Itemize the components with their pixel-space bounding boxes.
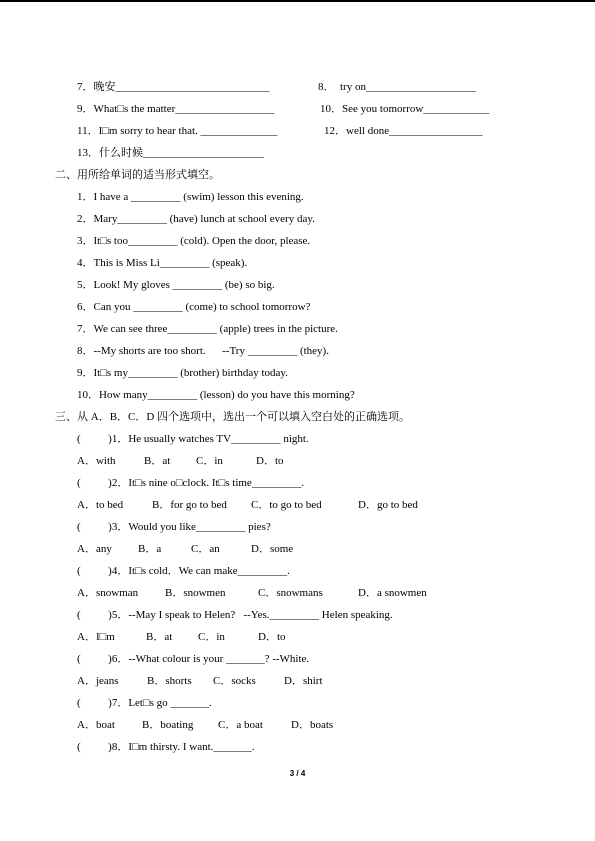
option: A．boat bbox=[77, 719, 115, 731]
question-stem: ( )2．It□s nine o□clock. It□s time_________. bbox=[77, 477, 305, 489]
vocab-item-8: 8． try on____________________ bbox=[318, 81, 476, 93]
section2-item: 9．It□s my_________ (brother) birthday today. bbox=[77, 367, 288, 379]
option: C．in bbox=[196, 455, 223, 467]
option: B．shorts bbox=[147, 675, 192, 687]
option: D．some bbox=[251, 543, 294, 555]
option: D．shirt bbox=[284, 675, 323, 687]
section3-heading: 三、从 A．B．C．D 四个选项中，选出一个可以填入空白处的正确选项。 bbox=[55, 411, 411, 423]
option: B．a bbox=[138, 543, 162, 555]
vocab-item-11: 11．I□m sorry to hear that. ______________ bbox=[77, 125, 278, 137]
section2-item: 2．Mary_________ (have) lunch at school every day. bbox=[77, 213, 315, 225]
section2-heading: 二、用所给单词的适当形式填空。 bbox=[55, 169, 220, 181]
option: C．an bbox=[191, 543, 220, 555]
question-stem: ( )8．I□m thirsty. I want._______. bbox=[77, 741, 255, 753]
option: C．in bbox=[198, 631, 225, 643]
option: D．to bbox=[258, 631, 286, 643]
question-stem: ( )5．--May I speak to Helen? --Yes._________ Helen speaking. bbox=[77, 609, 393, 621]
vocab-item-9: 9．What□s the matter__________________ bbox=[77, 103, 275, 115]
option: A．I□m bbox=[77, 631, 115, 643]
vocab-item-7: 7．晚安____________________________ bbox=[77, 81, 270, 93]
option: C．to go to bed bbox=[251, 499, 322, 511]
option: D．go to bed bbox=[358, 499, 418, 511]
option: A．any bbox=[77, 543, 112, 555]
section2-item: 8．--My shorts are too short. --Try _________ (they). bbox=[77, 345, 329, 357]
section2-item: 4．This is Miss Li_________ (speak). bbox=[77, 257, 248, 269]
vocab-item-10: 10．See you tomorrow____________ bbox=[320, 103, 490, 115]
option: B．boating bbox=[142, 719, 194, 731]
question-stem: ( )6．--What colour is your _______? --White. bbox=[77, 653, 310, 665]
section2-item: 5．Look! My gloves _________ (be) so big. bbox=[77, 279, 275, 291]
option: B．for go to bed bbox=[152, 499, 227, 511]
section2-item: 6．Can you _________ (come) to school tomorrow? bbox=[77, 301, 311, 313]
option: C．snowmans bbox=[258, 587, 323, 599]
option: A．to bed bbox=[77, 499, 124, 511]
question-stem: ( )4．It□s cold．We can make_________. bbox=[77, 565, 290, 577]
vocab-item-12: 12．well done_________________ bbox=[324, 125, 483, 137]
option: C．socks bbox=[213, 675, 256, 687]
section2-item: 7．We can see three_________ (apple) trees in the picture. bbox=[77, 323, 338, 335]
option: A．jeans bbox=[77, 675, 119, 687]
option: B．snowmen bbox=[165, 587, 226, 599]
vocab-item-13: 13．什么时候______________________ bbox=[77, 147, 264, 159]
option: B．at bbox=[144, 455, 171, 467]
question-stem: ( )3．Would you like_________ pies? bbox=[77, 521, 271, 533]
option: D．boats bbox=[291, 719, 334, 731]
section2-item: 10．How many_________ (lesson) do you have this morning? bbox=[77, 389, 355, 401]
question-stem: ( )7．Let□s go _______. bbox=[77, 697, 212, 709]
option: D．a snowmen bbox=[358, 587, 427, 599]
option: D．to bbox=[256, 455, 284, 467]
section2-item: 3．It□s too_________ (cold). Open the door, please. bbox=[77, 235, 311, 247]
option: B．at bbox=[146, 631, 173, 643]
page-number: 3 / 4 bbox=[289, 769, 306, 778]
option: C．a boat bbox=[218, 719, 263, 731]
question-stem: ( )1．He usually watches TV_________ night. bbox=[77, 433, 309, 445]
option: A．with bbox=[77, 455, 116, 467]
section2-item: 1．I have a _________ (swim) lesson this evening. bbox=[77, 191, 304, 203]
option: A．snowman bbox=[77, 587, 139, 599]
top-rule bbox=[0, 0, 595, 2]
